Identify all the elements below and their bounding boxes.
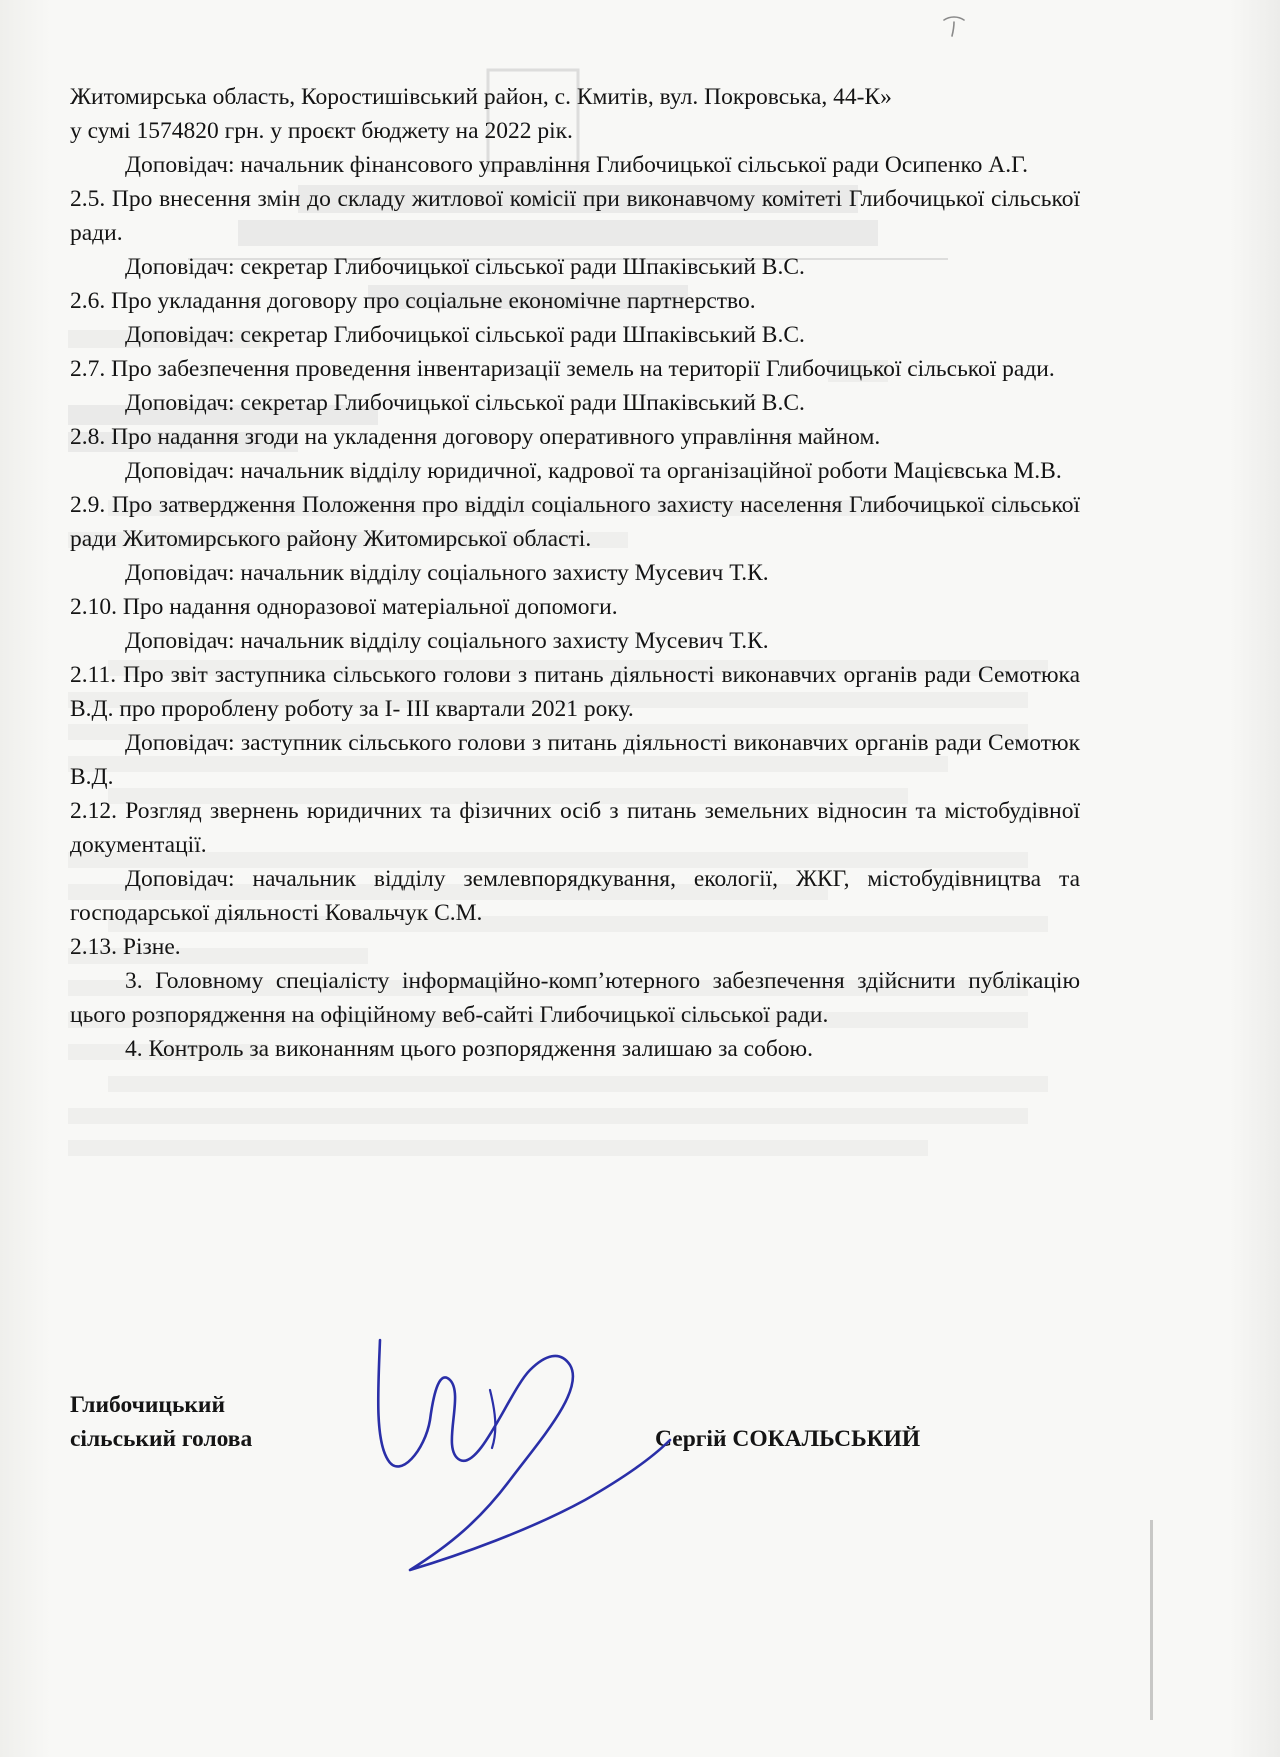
speaker-line: Доповідач: начальник відділу соціального захисту Мусевич Т.К. bbox=[125, 628, 769, 654]
speaker-line: Доповідач: начальник відділу юридичної, кадрової та організаційної роботи Мацієвська М.В. bbox=[125, 458, 1062, 484]
speaker-line: Доповідач: заступник сільського голови з питань діяльності виконавчих органів ради Семотюк В.Д. bbox=[70, 730, 1080, 790]
agenda-item: 2.6. Про укладання договору про соціальне економічне партнерство. bbox=[70, 288, 756, 314]
speaker-line: Доповідач: начальник фінансового управління Глибочицької сільської ради Осипенко А.Г. bbox=[125, 152, 1028, 178]
speaker-line: Доповідач: секретар Глибочицької сільської ради Шпаківський В.С. bbox=[125, 322, 805, 348]
speaker-line: Доповідач: секретар Глибочицької сільської ради Шпаківський В.С. bbox=[125, 390, 805, 416]
order-paragraph: 4. Контроль за виконанням цього розпорядження залишаю за собою. bbox=[125, 1036, 813, 1062]
agenda-item: 2.5. Про внесення змін до складу житлової комісії при виконавчому комітеті Глибочицької сільської ради. bbox=[70, 186, 1080, 246]
agenda-item: 2.11. Про звіт заступника сільського голови з питань діяльності виконавчих органів ради Семотюка В.Д. про пророблену роботу за І- ІІІ квартали 2021 року. bbox=[70, 662, 1080, 722]
order-paragraph: 3. Головному спеціалісту інформаційно-комп’ютерного забезпечення здійснити публікацію цього розпорядження на офіційному веб-сайті Глибочицької сільської ради. bbox=[70, 968, 1080, 1028]
speaker-line: Доповідач: секретар Глибочицької сільської ради Шпаківський В.С. bbox=[125, 254, 805, 280]
handwritten-signature bbox=[370, 1330, 690, 1590]
signatory-position-line2: сільський голова bbox=[70, 1426, 253, 1452]
text-line: Житомирська область, Коростишівський район, с. Кмитів, вул. Покровська, 44-К» bbox=[70, 84, 892, 110]
agenda-item: 2.12. Розгляд звернень юридичних та фізичних осіб з питань земельних відносин та містобудівної документації. bbox=[70, 798, 1080, 858]
text-line: у сумі 1574820 грн. у проєкт бюджету на 2022 рік. bbox=[70, 118, 573, 144]
agenda-item: 2.8. Про надання згоди на укладення договору оперативного управління майном. bbox=[70, 424, 881, 450]
speaker-line: Доповідач: начальник відділу землевпорядкування, екології, ЖКГ, містобудівництва та господарської діяльності Ковальчук С.М. bbox=[70, 866, 1080, 926]
agenda-item: 2.9. Про затвердження Положення про відділ соціального захисту населення Глибочицької сільської ради Житомирського району Житомирської області. bbox=[70, 492, 1080, 552]
scan-mark bbox=[940, 10, 970, 40]
agenda-item: 2.13. Різне. bbox=[70, 934, 181, 960]
agenda-item: 2.10. Про надання одноразової матеріальної допомоги. bbox=[70, 594, 618, 620]
speaker-line: Доповідач: начальник відділу соціального захисту Мусевич Т.К. bbox=[125, 560, 769, 586]
signatory-position-line1: Глибочицький bbox=[70, 1392, 225, 1418]
agenda-item: 2.7. Про забезпечення проведення інвентаризації земель на території Глибочицької сільської ради. bbox=[70, 356, 1055, 382]
signatory-name: Сергій СОКАЛЬСЬКИЙ bbox=[655, 1426, 921, 1452]
page-edge-shadow bbox=[1150, 1520, 1153, 1720]
document-body bbox=[70, 80, 1080, 1066]
